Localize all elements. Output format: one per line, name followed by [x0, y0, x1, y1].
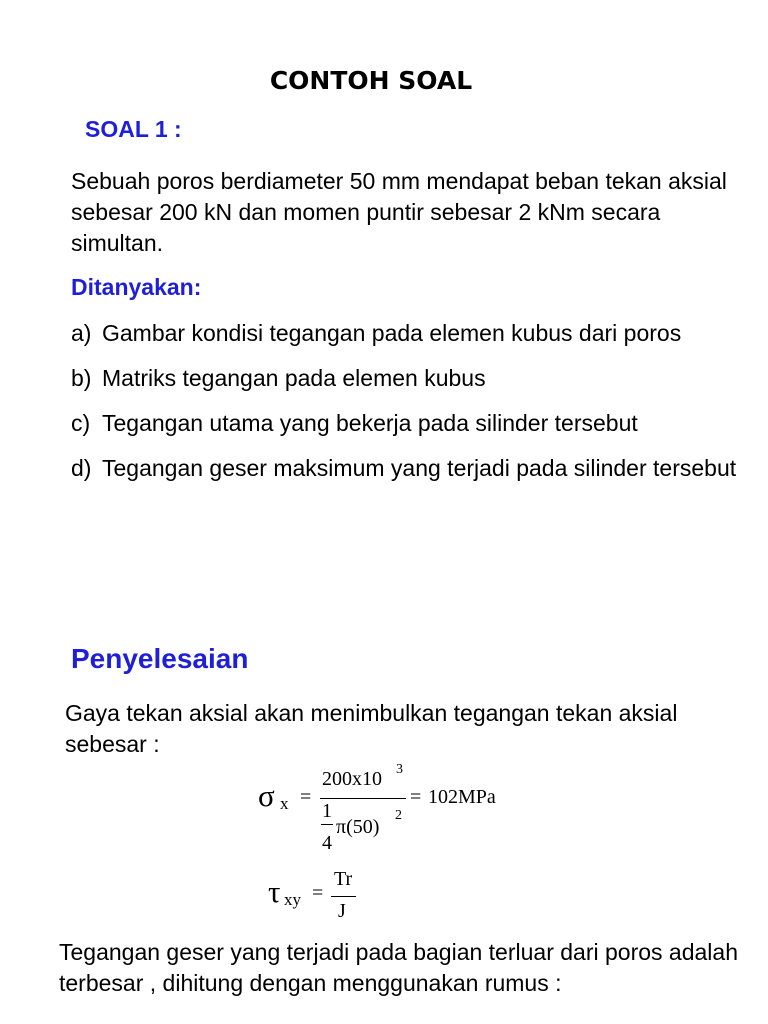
- result-value: 102MPa: [428, 786, 496, 808]
- closing-text: Tegangan geser yang terjadi pada bagian terluar dari poros adalah terbesar , dihitung dengan menggunakan rumus :: [59, 939, 738, 996]
- problem-label: SOAL 1 :: [85, 116, 182, 142]
- list-marker: a): [71, 320, 92, 346]
- asked-heading: Ditanyakan:: [71, 274, 202, 300]
- list-marker: c): [71, 410, 91, 436]
- fraction-bar: [320, 798, 406, 799]
- tau-numerator: Tr: [334, 868, 353, 890]
- denominator-exponent: 2: [395, 808, 402, 823]
- list-marker: b): [71, 365, 92, 391]
- numerator: 200x10: [322, 768, 382, 790]
- list-item: [71, 408, 751, 439]
- list-item: [71, 318, 751, 349]
- equation-sigma-x: [258, 760, 558, 860]
- tau-denominator: J: [338, 900, 346, 922]
- page-title: CONTOH SOAL: [269, 66, 473, 95]
- quarter-numerator: 1: [322, 800, 332, 822]
- equals-sign: =: [410, 786, 422, 808]
- list-item-text: Tegangan utama yang bekerja pada silinder tersebut: [102, 410, 638, 436]
- denominator-rest: π(50): [336, 816, 380, 838]
- quarter-bar: [321, 824, 333, 825]
- numerator-exponent: 3: [396, 762, 403, 777]
- list-item: [71, 363, 751, 394]
- solution-text: Gaya tekan aksial akan menimbulkan tegangan tekan aksial sebesar :: [65, 700, 678, 757]
- sigma-subscript: x: [280, 794, 289, 813]
- tau-symbol: τ: [268, 874, 281, 909]
- sigma-symbol: σ: [258, 778, 275, 813]
- list-item-text: Tegangan geser maksimum yang terjadi pada silinder tersebut: [102, 455, 737, 481]
- equation-tau-xy: [268, 866, 388, 926]
- list-item-text: Gambar kondisi tegangan pada elemen kubus dari poros: [102, 320, 682, 346]
- equals-sign: =: [312, 882, 324, 904]
- fraction-bar: [331, 896, 356, 897]
- list-item: [71, 453, 751, 484]
- equals-sign: =: [300, 786, 312, 808]
- problem-text: Sebuah poros berdiameter 50 mm mendapat beban tekan aksial sebesar 200 kN dan momen puntir sebesar 2 kNm secara simultan.: [71, 168, 727, 256]
- list-item-text: Matriks tegangan pada elemen kubus: [102, 365, 486, 391]
- list-marker: d): [71, 455, 92, 481]
- quarter-denominator: 4: [322, 832, 332, 854]
- question-list: [71, 318, 751, 498]
- solution-heading: Penyelesaian: [71, 643, 249, 674]
- tau-subscript: xy: [284, 890, 301, 909]
